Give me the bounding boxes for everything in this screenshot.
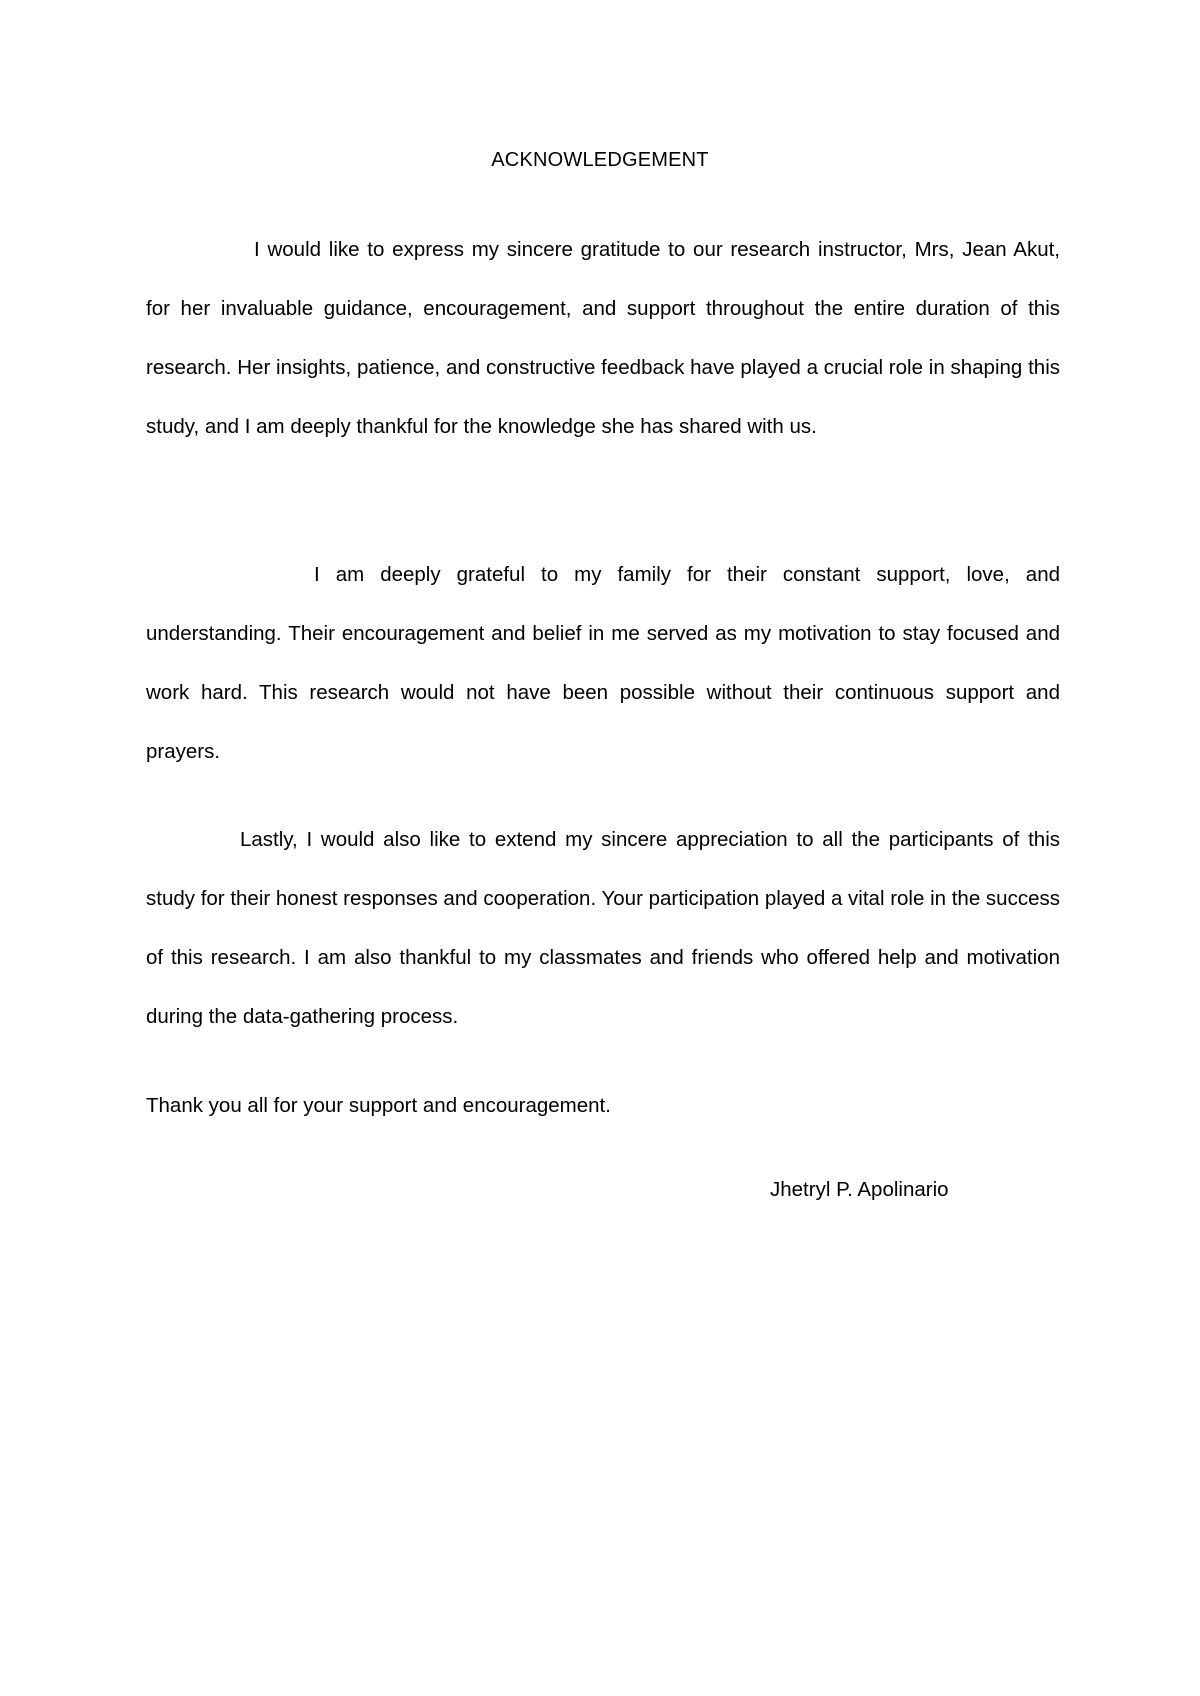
paragraph-instructor-thanks: I would like to express my sincere gratitude to our research instructor, Mrs, Jean Akut, for her invaluable guidance, encouragement, and support throughout the entire duration of this research. Her insights, patience, and constructive feedback have played a crucial role in shaping this study, and I am deeply thankful for the knowledge she has shared with us. — [146, 238, 1060, 438]
paragraph-participants-thanks: Lastly, I would also like to extend my sincere appreciation to all the participants of this study for their honest responses and cooperation. Your participation played a vital role in the success of this research. I am also thankful to my classmates and friends who offered help and motivation during the data-gathering process. — [146, 828, 1060, 1028]
paragraph-closing: Thank you all for your support and encouragement. — [146, 1094, 611, 1117]
author-signature: Jhetryl P. Apolinario — [770, 1178, 949, 1201]
paragraph-family-thanks: I am deeply grateful to my family for their constant support, love, and understanding. Their encouragement and belief in me served as my motivation to stay focused and work hard. This research would not have been possible without their continuous support and prayers. — [146, 563, 1060, 763]
document-title: ACKNOWLEDGEMENT — [491, 149, 709, 171]
